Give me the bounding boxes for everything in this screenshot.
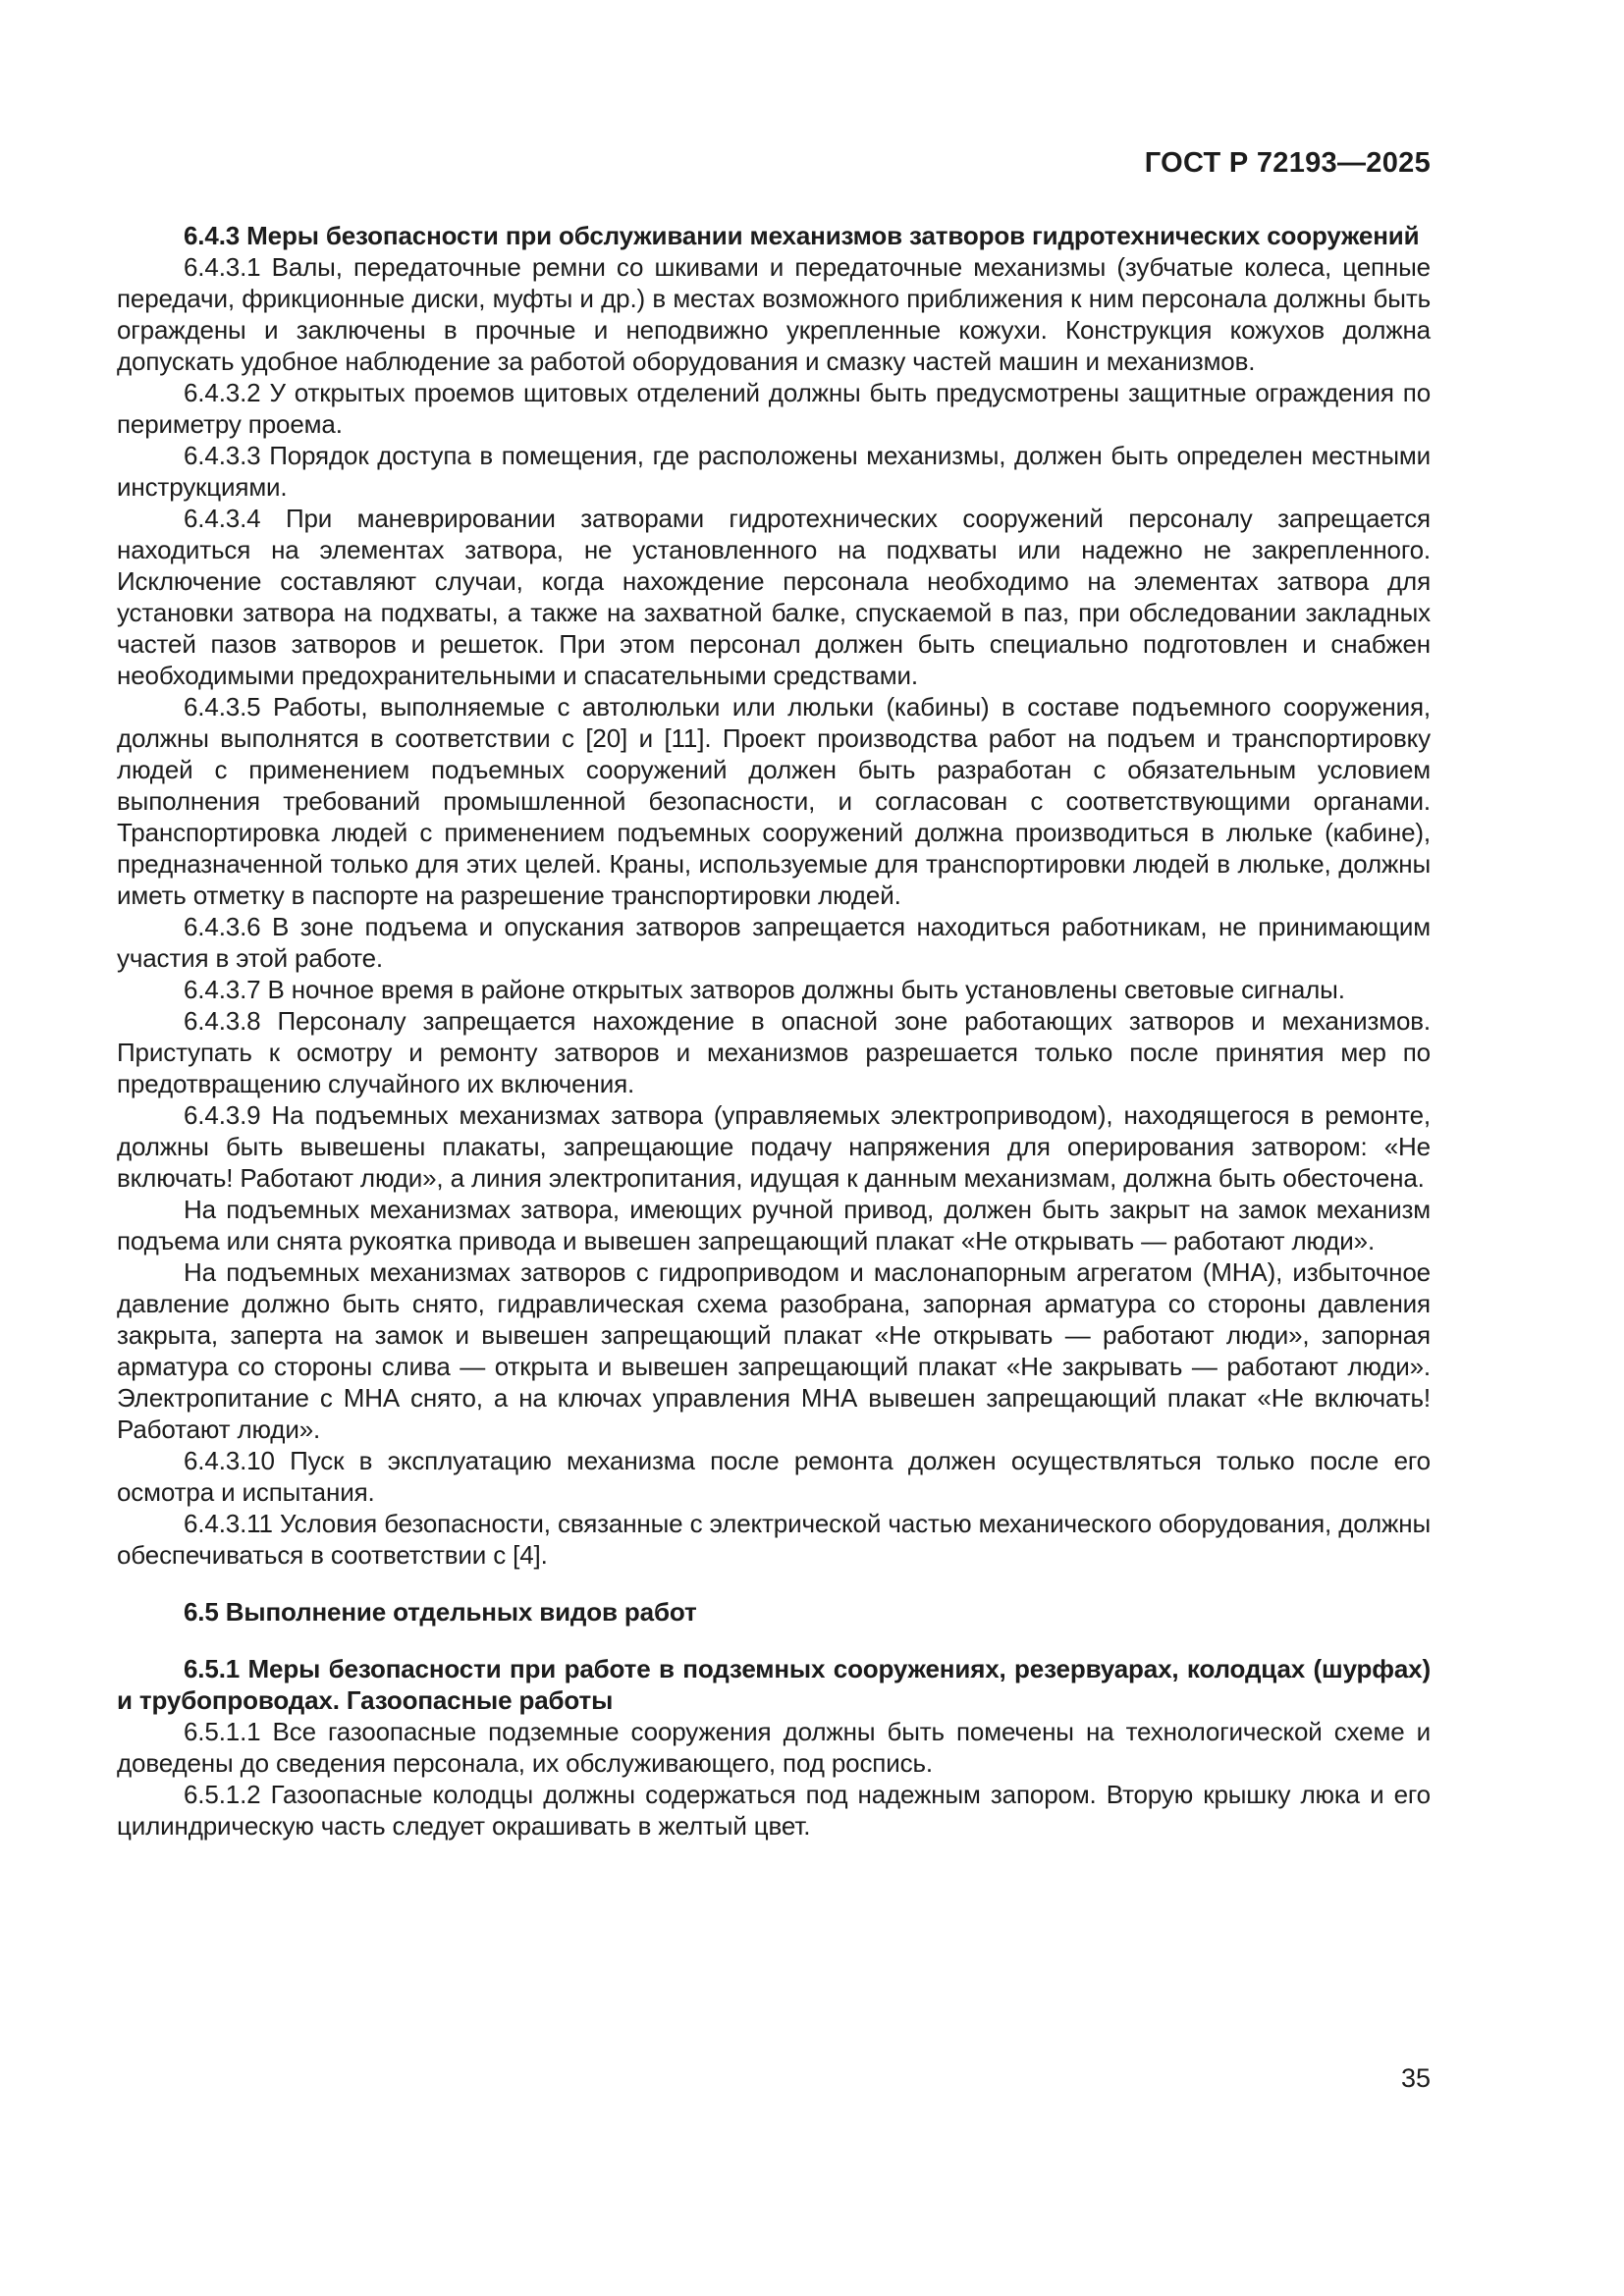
paragraph-6-4-3-5: 6.4.3.5 Работы, выполняемые с автолюльки или люльки (кабины) в составе подъемного сооружения, должны выполнятся в соответствии с [20] и [11]. Проект производства работ на подъем и транспортировку людей с применением подъемных сооружений должен быть разработан с обязательным условием выполнения требований промышленной безопасности, и согласован с соответствующими органами. Транспортировка людей с применением подъемных сооружений должна производиться в люльке (кабине), предназначенной только для этих целей. Краны, используемые для транспортировки людей в люльке, должны иметь отметку в паспорте на разрешение транспортировки людей. — [117, 692, 1431, 910]
paragraph-6-4-3-4: 6.4.3.4 При маневрировании затворами гидротехнических сооружений персоналу запрещается находиться на элементах затвора, не установленного на подхваты или надежно не закрепленного. Исключение составляют случаи, когда нахождение персонала необходимо на элементах затвора для установки затвора на подхваты, а также на захватной балке, спускаемой в паз, при обследовании закладных частей пазов затворов и решеток. При этом персонал должен быть специально подготовлен и снабжен необходимыми предохранительными и спасательными средствами. — [117, 504, 1431, 690]
section-heading-6-5-1: 6.5.1 Меры безопасности при работе в подземных сооружениях, резервуарах, колодцах (шурфах) и трубопроводах. Газоопасные работы — [117, 1654, 1431, 1715]
paragraph-6-4-3-6: 6.4.3.6 В зоне подъема и опускания затворов запрещается находиться работникам, не принимающим участия в этой работе. — [117, 912, 1431, 973]
paragraph-6-5-1-2: 6.5.1.2 Газоопасные колодцы должны содержаться под надежным запором. Вторую крышку люка и его цилиндрическую часть следует окрашивать в желтый цвет. — [117, 1780, 1431, 1841]
section-heading-6-5: 6.5 Выполнение отдельных видов работ — [184, 1597, 697, 1627]
paragraph-6-4-3-11: 6.4.3.11 Условия безопасности, связанные с электрической частью механического оборудования, должны обеспечиваться в соответствии с [4]. — [117, 1509, 1431, 1570]
paragraph-6-4-3-3: 6.4.3.3 Порядок доступа в помещения, где расположены механизмы, должен быть определен местными инструкциями. — [117, 441, 1431, 502]
paragraph-6-4-3-10: 6.4.3.10 Пуск в эксплуатацию механизма после ремонта должен осуществляться только после его осмотра и испытания. — [117, 1446, 1431, 1507]
document-content — [117, 220, 1431, 1842]
paragraph-6-4-3-2: 6.4.3.2 У открытых проемов щитовых отделений должны быть предусмотрены защитные ограждения по периметру проема. — [117, 378, 1431, 439]
paragraph-6-4-3-1: 6.4.3.1 Валы, передаточные ремни со шкивами и передаточные механизмы (зубчатые колеса, цепные передачи, фрикционные диски, муфты и др.) в местах возможного приближения к ним персонала должны быть ограждены и заключены в прочные и неподвижно укрепленные кожухи. Конструкция кожухов должна допускать удобное наблюдение за работой оборудования и смазку частей машин и механизмов. — [117, 252, 1431, 376]
paragraph-6-5-1-1: 6.5.1.1 Все газоопасные подземные сооружения должны быть помечены на технологической схеме и доведены до сведения персонала, их обслуживающего, под роспись. — [117, 1717, 1431, 1778]
section-heading-6-4-3: 6.4.3 Меры безопасности при обслуживании механизмов затворов гидротехнических сооружений — [184, 221, 1420, 250]
page-number: 35 — [1400, 2063, 1431, 2093]
paragraph-6-4-3-7: 6.4.3.7 В ночное время в районе открытых затворов должны быть установлены световые сигналы. — [184, 975, 1345, 1004]
paragraph-6-4-3-8: 6.4.3.8 Персоналу запрещается нахождение в опасной зоне работающих затворов и механизмов. Приступать к осмотру и ремонту затворов и механизмов разрешается только после принятия мер по предотвращению случайного их включения. — [117, 1006, 1431, 1098]
running-header-standard-designation: ГОСТ Р 72193—2025 — [1144, 147, 1431, 179]
paragraph-6-4-3-9: 6.4.3.9 На подъемных механизмах затвора (управляемых электроприводом), находящегося в ремонте, должны быть вывешены плакаты, запрещающие подачу напряжения для оперирования затвором: «Не включать! Работают люди», а линия электропитания, идущая к данным механизмам, должна быть обесточена. — [117, 1100, 1431, 1193]
paragraph-6-4-3-9-hydraulic-drive: На подъемных механизмах затворов с гидроприводом и маслонапорным агрегатом (МНА), избыточное давление должно быть снято, гидравлическая схема разобрана, запорная арматура со стороны давления закрыта, заперта на замок и вывешен запрещающий плакат «Не открывать — работают люди», запорная арматура со стороны слива — открыта и вывешен запрещающий плакат «Не закрывать — работают люди». Электропитание с МНА снято, а на ключах управления МНА вывешен запрещающий плакат «Не включать! Работают люди». — [117, 1257, 1431, 1444]
paragraph-6-4-3-9-manual-drive: На подъемных механизмах затвора, имеющих ручной привод, должен быть закрыт на замок механизм подъема или снята рукоятка привода и вывешен запрещающий плакат «Не открывать — работают люди». — [117, 1195, 1431, 1255]
